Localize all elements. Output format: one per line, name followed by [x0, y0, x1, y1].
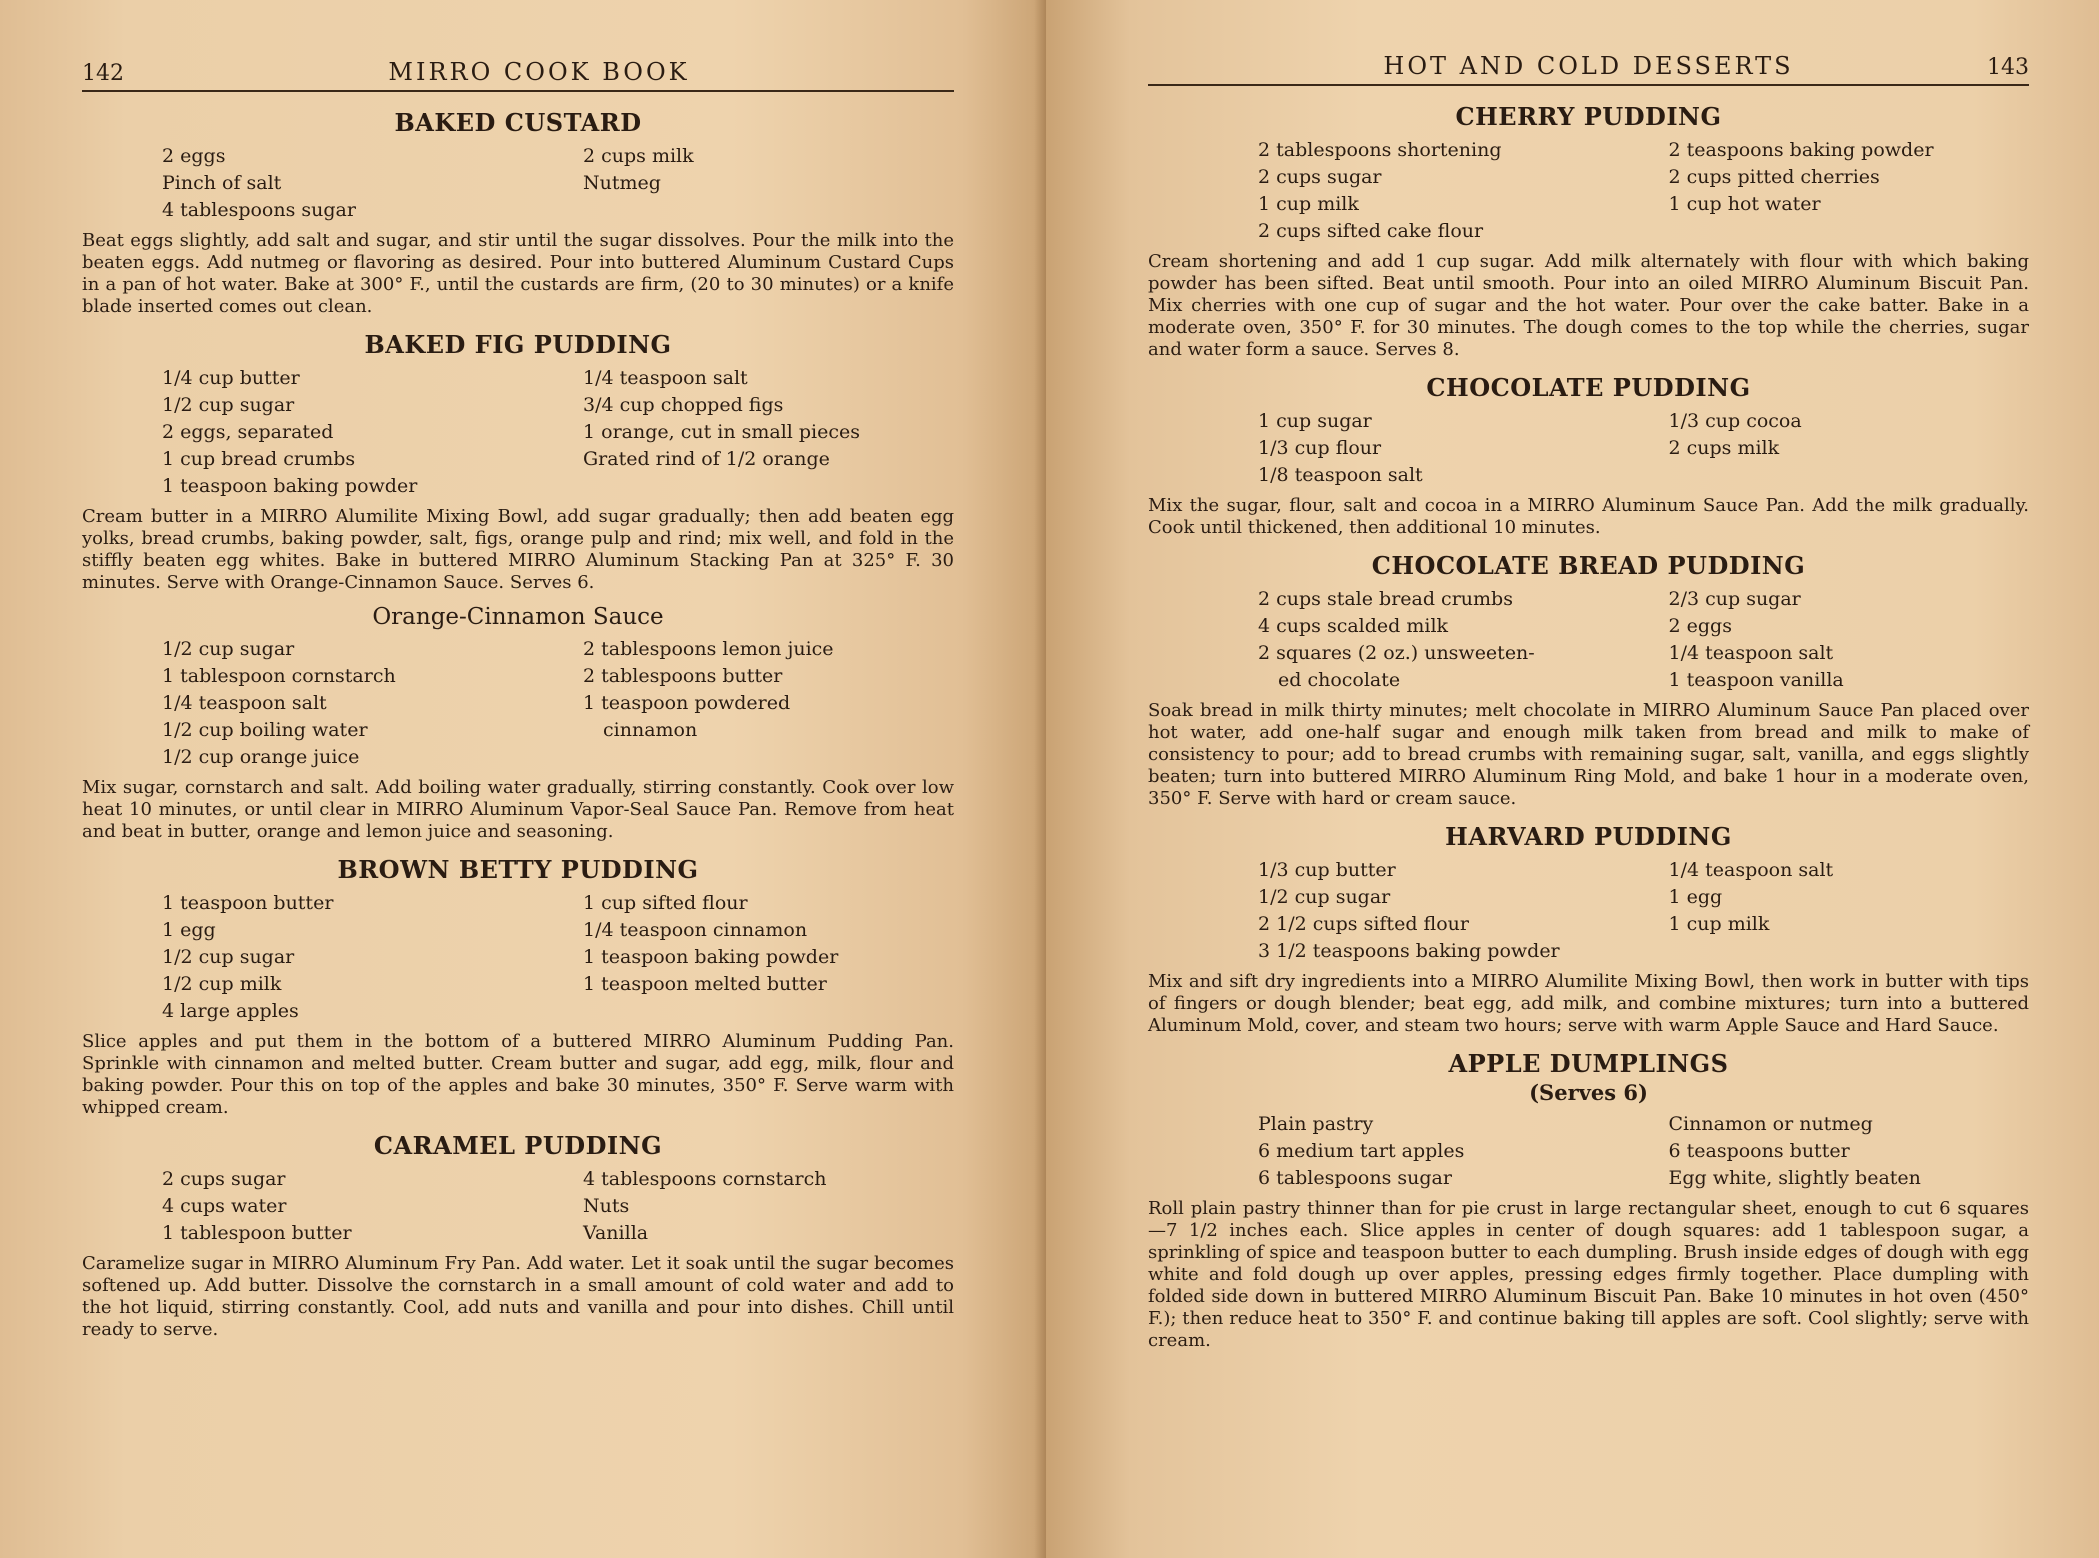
ingredient: 1/3 cup butter — [1258, 859, 1396, 881]
recipe-title: BROWN BETTY PUDDING — [337, 855, 699, 884]
recipe-chocolate-bread-pudding — [1148, 551, 2029, 810]
running-header — [1148, 52, 2029, 86]
ingredient: 1/4 teaspoon salt — [162, 692, 327, 714]
recipe-directions: Beat eggs slightly, add salt and sugar, and stir until the sugar dissolves. Pour the milk into the beaten eggs. Add nutmeg or flavoring as desired. Pour into buttered Aluminum Custard Cups in a pan of hot water. Bake at 300° F., until the custards are firm, (20 to 30 minutes) or a knife blade inserted comes out clean. — [82, 230, 954, 317]
ingredient: 4 large apples — [162, 1000, 299, 1022]
ingredient: 4 cups scalded milk — [1258, 615, 1449, 637]
ingredient: 1/2 cup sugar — [162, 946, 295, 968]
ingredient: 2 eggs — [1668, 615, 1732, 637]
recipe-directions: Mix the sugar, flour, salt and cocoa in a MIRRO Aluminum Sauce Pan. Add the milk gradually. Cook until thickened, then additional 10 minutes. — [1148, 495, 2029, 538]
recipe-title: HARVARD PUDDING — [1445, 822, 1732, 851]
ingredient: cinnamon — [603, 719, 698, 741]
recipe-chocolate-pudding — [1148, 373, 2029, 539]
recipe-directions: Cream shortening and add 1 cup sugar. Add milk alternately with flour with which baking powder has been sifted. Beat until smooth. Pour into an oiled MIRRO Aluminum Biscuit Pan. Mix cherries with one cup of sugar and the hot water. Pour over the cake batter. Bake in a moderate oven, 350° F. for 30 minutes. The dough comes to the top while the cherries, sugar and water form a sauce. Serves 8. — [1148, 251, 2029, 360]
ingredient: 1/4 teaspoon salt — [583, 367, 748, 389]
ingredient: 1 teaspoon powdered — [583, 692, 791, 714]
recipe-title: BAKED FIG PUDDING — [364, 330, 672, 359]
ingredient: 1 egg — [162, 919, 216, 941]
ingredients — [82, 1166, 954, 1247]
ingredient: 1 teaspoon baking powder — [583, 946, 839, 968]
ingredient: 2/3 cup sugar — [1668, 588, 1801, 610]
ingredient: 4 cups water — [162, 1195, 287, 1217]
ingredient: 2 cups pitted cherries — [1668, 166, 1880, 188]
recipe-brown-betty-pudding — [82, 855, 954, 1119]
ingredient: 2 tablespoons lemon juice — [583, 638, 834, 660]
recipe-title: CHERRY PUDDING — [1455, 102, 1722, 131]
running-title: MIRRO COOK BOOK — [388, 58, 690, 86]
recipe-harvard-pudding — [1148, 822, 2029, 1037]
ingredient: 1 egg — [1668, 886, 1723, 908]
ingredient: 2 eggs — [162, 145, 226, 167]
ingredient: ed chocolate — [1278, 669, 1401, 691]
ingredient: 2 tablespoons shortening — [1258, 139, 1502, 161]
ingredient: 1 cup hot water — [1668, 193, 1821, 215]
ingredient: 3/4 cup chopped figs — [583, 394, 784, 416]
ingredient: 1/2 cup sugar — [162, 394, 295, 416]
ingredient: 3 1/2 teaspoons baking powder — [1258, 940, 1560, 962]
ingredient: 1 tablespoon cornstarch — [162, 665, 396, 687]
ingredient: Vanilla — [583, 1222, 649, 1244]
ingredient: 1/2 cup boiling water — [162, 719, 368, 741]
recipe-directions: Caramelize sugar in MIRRO Aluminum Fry Pan. Add water. Let it soak until the sugar becomes softened up. Add butter. Dissolve the cornstarch in a small amount of cold water and add to the hot liquid, stirring constantly. Cool, add nuts and vanilla and pour into dishes. Chill until ready to serve. — [82, 1253, 954, 1340]
ingredient: 2 teaspoons baking powder — [1668, 139, 1934, 161]
ingredient: 6 medium tart apples — [1258, 1140, 1465, 1162]
ingredients — [1148, 408, 2029, 489]
ingredients — [1148, 586, 2029, 694]
ingredient: Egg white, slightly beaten — [1668, 1167, 1921, 1189]
ingredient: 1/3 cup flour — [1258, 437, 1382, 459]
ingredient: 1 teaspoon butter — [162, 892, 334, 914]
ingredient: 6 tablespoons sugar — [1258, 1167, 1452, 1189]
ingredients — [82, 365, 954, 500]
ingredient: 1 teaspoon vanilla — [1668, 669, 1844, 691]
ingredients — [1148, 1111, 2029, 1192]
ingredient: 1 cup bread crumbs — [162, 448, 356, 470]
ingredients — [82, 890, 954, 1025]
recipe-baked-custard — [82, 108, 954, 318]
ingredient: 1/3 cup cocoa — [1668, 410, 1802, 432]
recipe-title: CARAMEL PUDDING — [373, 1131, 663, 1160]
ingredient: 1 cup sifted flour — [583, 892, 748, 914]
recipe-directions: Soak bread in milk thirty minutes; melt chocolate in MIRRO Aluminum Sauce Pan placed over hot water, add one-half sugar and enough milk taken from bread and milk to make of consistency to pour; add to bread crumbs with remaining sugar, salt, vanilla, and eggs slightly beaten; turn into buttered MIRRO Aluminum Ring Mold, and bake 1 hour in a moderate oven, 350° F. Serve with hard or cream sauce. — [1148, 700, 2029, 809]
recipe-caramel-pudding — [82, 1131, 954, 1341]
ingredient: 4 tablespoons sugar — [162, 199, 356, 221]
ingredient: 2 eggs, separated — [162, 421, 334, 443]
ingredient: 1 teaspoon baking powder — [162, 475, 418, 497]
ingredient: 2 1/2 cups sifted flour — [1258, 913, 1469, 935]
ingredient: 1 cup milk — [1258, 193, 1359, 215]
recipe-title: Orange-Cinnamon Sauce — [372, 604, 664, 630]
ingredient: 1/4 teaspoon salt — [1668, 642, 1834, 664]
ingredients — [1148, 137, 2029, 245]
ingredient: 1/8 teaspoon salt — [1258, 464, 1423, 486]
ingredient: 1 cup sugar — [1258, 410, 1372, 432]
ingredient: 1/2 cup sugar — [1258, 886, 1391, 908]
recipe-directions: Mix sugar, cornstarch and salt. Add boiling water gradually, stirring constantly. Cook over low heat 10 minutes, or until clear in MIRRO Aluminum Vapor-Seal Sauce Pan. Remove from heat and beat in butter, orange and lemon juice and seasoning. — [82, 777, 954, 842]
ingredient: 1/2 cup orange juice — [162, 746, 360, 768]
ingredient: 2 squares (2 oz.) unsweeten- — [1258, 642, 1535, 664]
ingredient: 6 teaspoons butter — [1668, 1140, 1850, 1162]
ingredient: Pinch of salt — [162, 172, 282, 194]
page-number: 142 — [82, 61, 124, 86]
recipe-baked-fig-pudding — [82, 330, 954, 594]
right-page — [1046, 0, 2099, 1558]
recipe-title: APPLE DUMPLINGS — [1448, 1049, 1729, 1078]
ingredient: Cinnamon or nutmeg — [1668, 1113, 1873, 1135]
ingredient: Grated rind of 1/2 orange — [583, 448, 830, 470]
ingredient: 1 teaspoon melted butter — [583, 973, 827, 995]
recipe-directions: Roll plain pastry thinner than for pie crust in large rectangular sheet, enough to cut 6 squares—7 1/2 inches each. Slice apples in center of dough squares: add 1 tablespoon sugar, a sprinkling of spice and teaspoon butter to each dumpling. Brush inside edges of dough with egg white and fold dough up over apples, pressing edges firmly together. Place dumpling with folded side down in buttered MIRRO Aluminum Biscuit Pan. Bake 10 minutes in hot oven (450° F.); then reduce heat to 350° F. and continue baking till apples are soft. Cool slightly; serve with cream. — [1148, 1198, 2029, 1351]
ingredient: 1 tablespoon butter — [162, 1222, 352, 1244]
ingredient: 1 cup milk — [1668, 913, 1770, 935]
ingredient: 2 tablespoons butter — [583, 665, 783, 687]
recipe-title: BAKED CUSTARD — [394, 108, 642, 137]
ingredient: 4 tablespoons cornstarch — [583, 1168, 827, 1190]
ingredient: 1/4 teaspoon salt — [1668, 859, 1834, 881]
ingredient: Plain pastry — [1258, 1113, 1374, 1135]
page-number: 143 — [1987, 55, 2029, 80]
ingredient: 2 cups milk — [583, 145, 694, 167]
ingredient: Nutmeg — [583, 172, 661, 194]
recipe-apple-dumplings — [1148, 1049, 2029, 1352]
ingredient: 1/2 cup milk — [162, 973, 282, 995]
ingredient: 1/2 cup sugar — [162, 638, 295, 660]
recipe-title: CHOCOLATE BREAD PUDDING — [1371, 551, 1806, 580]
ingredient: Nuts — [583, 1195, 630, 1217]
running-header — [82, 58, 954, 92]
ingredients — [82, 636, 954, 771]
ingredient: 1 orange, cut in small pieces — [583, 421, 861, 443]
ingredient: 1/4 teaspoon cinnamon — [583, 919, 808, 941]
recipe-title: CHOCOLATE PUDDING — [1426, 373, 1751, 402]
recipe-directions: Slice apples and put them in the bottom of a buttered MIRRO Aluminum Pudding Pan. Sprinkle with cinnamon and melted butter. Cream butter and sugar, add egg, milk, flour and baking powder. Pour this on top of the apples and bake 30 minutes, 350° F. Serve warm with whipped cream. — [82, 1031, 954, 1118]
ingredient: 2 cups sugar — [162, 1168, 286, 1190]
ingredients — [1148, 857, 2029, 965]
recipe-subtitle: (Serves 6) — [1529, 1080, 1648, 1105]
left-page — [0, 0, 1046, 1558]
ingredients — [82, 143, 954, 224]
running-title: HOT AND COLD DESSERTS — [1383, 52, 1794, 80]
ingredient: 2 cups milk — [1668, 437, 1780, 459]
ingredient: 2 cups stale bread crumbs — [1258, 588, 1513, 610]
recipe-orange-cinnamon-sauce — [82, 604, 954, 843]
recipe-cherry-pudding — [1148, 102, 2029, 361]
ingredient: 1/4 cup butter — [162, 367, 300, 389]
recipe-directions: Cream butter in a MIRRO Alumilite Mixing Bowl, add sugar gradually; then add beaten egg yolks, bread crumbs, baking powder, salt, figs, orange pulp and rind; mix well, and fold in the stiffly beaten egg whites. Bake in buttered MIRRO Aluminum Stacking Pan at 325° F. 30 minutes. Serve with Orange-Cinnamon Sauce. Serves 6. — [82, 506, 954, 593]
ingredient: 2 cups sifted cake flour — [1258, 220, 1484, 242]
recipe-directions: Mix and sift dry ingredients into a MIRRO Alumilite Mixing Bowl, then work in butter with tips of fingers or dough blender; beat egg, add milk, and combine mixtures; turn into a buttered Aluminum Mold, cover, and steam two hours; serve with warm Apple Sauce and Hard Sauce. — [1148, 971, 2029, 1036]
ingredient: 2 cups sugar — [1258, 166, 1382, 188]
